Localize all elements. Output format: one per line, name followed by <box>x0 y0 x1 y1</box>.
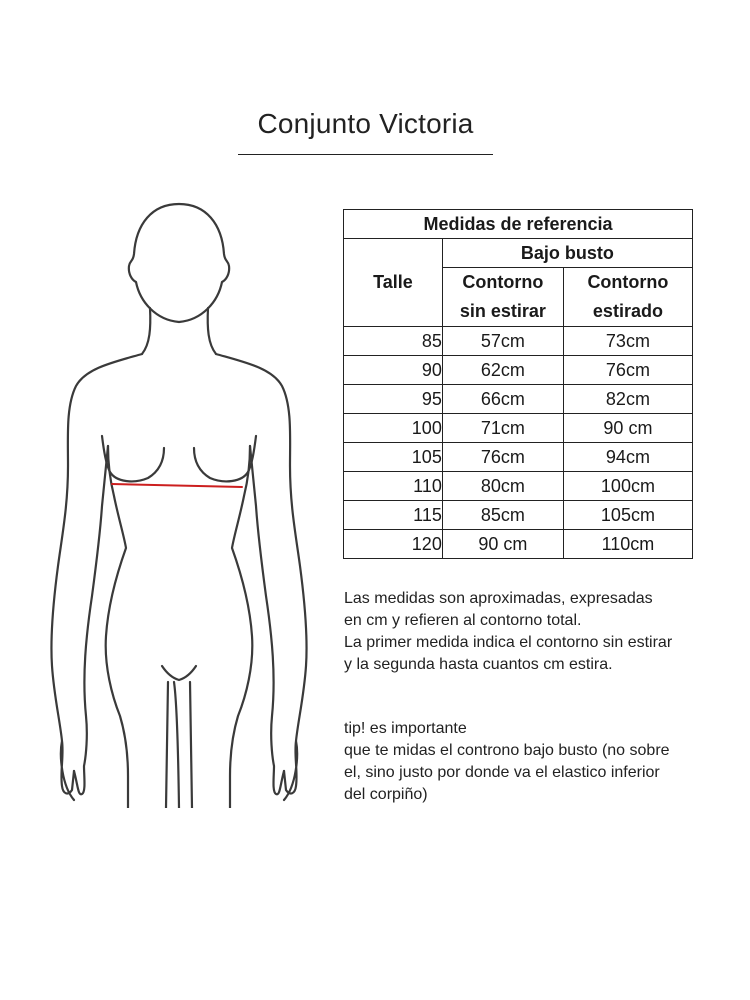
right-arm-outline <box>216 354 307 800</box>
measurement-notes <box>344 588 739 676</box>
col-talle-header: Talle <box>344 239 443 327</box>
neck-outline <box>142 308 150 354</box>
table-row <box>344 385 693 414</box>
talle-cell: 115 <box>344 501 443 530</box>
table-row <box>344 472 693 501</box>
torso-right-outline <box>230 446 252 808</box>
page-title: Conjunto Victoria <box>257 108 474 139</box>
note-line: La primer medida indica el contorno sin estirar <box>344 634 673 651</box>
title-underline <box>238 154 493 155</box>
head-outline <box>129 204 229 322</box>
note-line: Las medidas son aproximadas, expresadas <box>344 590 653 607</box>
estirado-cell: 73cm <box>563 327 692 356</box>
tip-line: el, sino justo por donde va el elastico inferior <box>344 764 660 781</box>
note-line: y la segunda hasta cuantos cm estira. <box>344 656 613 673</box>
talle-cell: 85 <box>344 327 443 356</box>
table-header: Medidas de referencia <box>344 210 693 239</box>
tip-line: que te midas el controno bajo busto (no sobre <box>344 742 670 759</box>
group-header: Bajo busto <box>442 239 692 268</box>
col-sin-estirar-line2: sin estirar <box>442 297 563 327</box>
sin-estirar-cell: 85cm <box>442 501 563 530</box>
sin-estirar-cell: 71cm <box>442 414 563 443</box>
size-table <box>343 209 693 559</box>
right-bust-outline <box>194 436 256 481</box>
estirado-cell: 76cm <box>563 356 692 385</box>
table-row <box>344 356 693 385</box>
torso-left-outline <box>106 446 128 808</box>
col-estirado-line1: Contorno <box>563 268 692 298</box>
sin-estirar-cell: 57cm <box>442 327 563 356</box>
talle-cell: 95 <box>344 385 443 414</box>
talle-cell: 90 <box>344 356 443 385</box>
sin-estirar-cell: 66cm <box>442 385 563 414</box>
under-bust-measure-line <box>112 484 242 487</box>
talle-cell: 105 <box>344 443 443 472</box>
estirado-cell: 110cm <box>563 530 692 559</box>
estirado-cell: 94cm <box>563 443 692 472</box>
table-row <box>344 501 693 530</box>
talle-cell: 120 <box>344 530 443 559</box>
note-line: en cm y refieren al contorno total. <box>344 612 582 629</box>
col-sin-estirar-line1: Contorno <box>442 268 563 298</box>
talle-cell: 100 <box>344 414 443 443</box>
estirado-cell: 100cm <box>563 472 692 501</box>
table-row <box>344 530 693 559</box>
crotch-outline <box>162 666 196 680</box>
estirado-cell: 105cm <box>563 501 692 530</box>
measurement-tip <box>344 718 744 806</box>
col-estirado-line2: estirado <box>563 297 692 327</box>
table-row <box>344 414 693 443</box>
sin-estirar-cell: 90 cm <box>442 530 563 559</box>
table-row <box>344 443 693 472</box>
sin-estirar-cell: 76cm <box>442 443 563 472</box>
left-bust-outline <box>102 436 164 481</box>
estirado-cell: 90 cm <box>563 414 692 443</box>
talle-cell: 110 <box>344 472 443 501</box>
left-arm-outline <box>51 354 142 800</box>
tip-line: tip! es importante <box>344 720 467 737</box>
estirado-cell: 82cm <box>563 385 692 414</box>
tip-line: del corpiño) <box>344 786 428 803</box>
sin-estirar-cell: 62cm <box>442 356 563 385</box>
sin-estirar-cell: 80cm <box>442 472 563 501</box>
body-outline-illustration <box>34 196 324 808</box>
table-row <box>344 327 693 356</box>
